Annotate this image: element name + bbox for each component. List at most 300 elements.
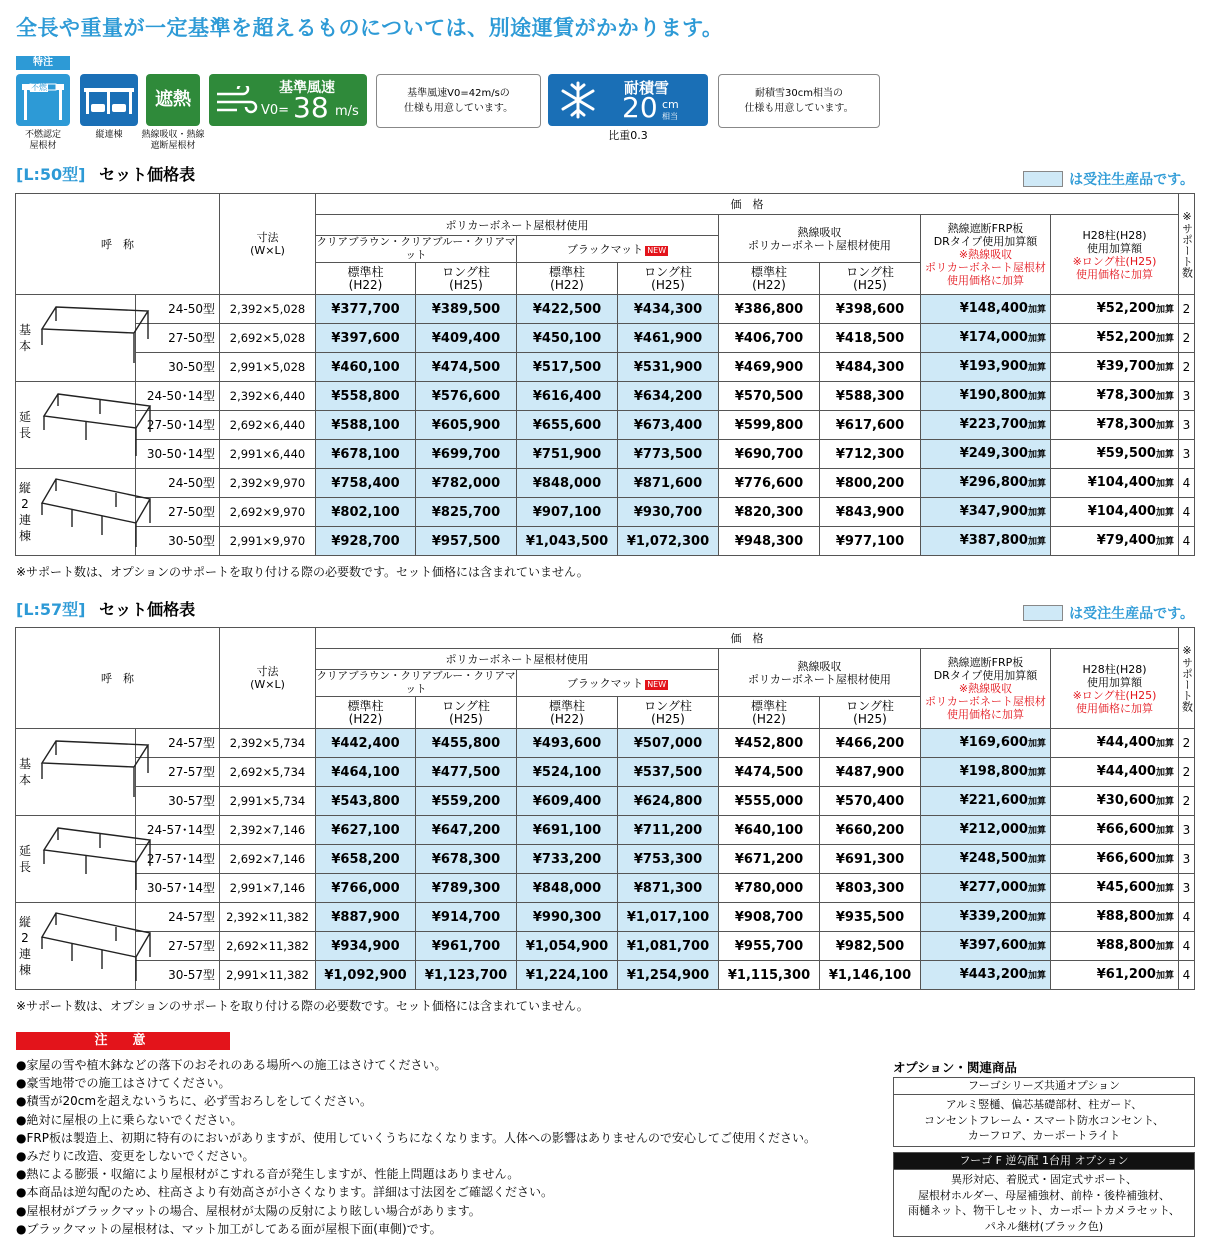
frp-add-cell bbox=[921, 411, 1051, 440]
dimensions: 2,392×5,028 bbox=[220, 295, 316, 324]
table-row bbox=[16, 411, 1195, 440]
price-cell: ¥377,700 bbox=[316, 295, 416, 324]
dimensions: 2,991×7,146 bbox=[220, 874, 316, 903]
support-count: 3 bbox=[1179, 845, 1195, 874]
add-label: 加算 bbox=[1155, 420, 1174, 431]
price-cell: ¥389,500 bbox=[416, 295, 517, 324]
frp-add-cell bbox=[921, 903, 1051, 932]
price-cell: ¥558,800 bbox=[316, 382, 416, 411]
price-cell: ¥452,800 bbox=[719, 729, 820, 758]
model-code: 24-50型 bbox=[136, 469, 220, 498]
price-cell: ¥820,300 bbox=[719, 498, 820, 527]
group-label: 基 本 bbox=[18, 323, 31, 353]
price-cell: ¥517,500 bbox=[517, 353, 618, 382]
options-f-title: フーゴ F 逆勾配 1台用 オプション bbox=[894, 1153, 1194, 1170]
price-cell: ¥640,100 bbox=[719, 816, 820, 845]
h28-add-value: ¥39,700 bbox=[1096, 358, 1156, 374]
group-cell bbox=[16, 469, 136, 556]
add-label: 加算 bbox=[1027, 738, 1046, 749]
group-label: 延 長 bbox=[18, 844, 31, 874]
table-row bbox=[16, 295, 1195, 324]
caution-item: ●本商品は逆勾配のため、柱高さより有効高さが小さくなります。詳細は寸法図をご確認ください。 bbox=[16, 1185, 554, 1200]
price-cell: ¥800,200 bbox=[820, 469, 921, 498]
frp-add-cell bbox=[921, 295, 1051, 324]
tokuchu-label: 特注 bbox=[33, 57, 53, 68]
header-std-pillar: 標準柱 (H22) bbox=[316, 263, 416, 295]
h28-add-cell bbox=[1051, 353, 1179, 382]
add-label: 加算 bbox=[1027, 825, 1046, 836]
price-cell: ¥624,800 bbox=[618, 787, 719, 816]
header-support bbox=[1179, 194, 1195, 295]
frp-add-cell bbox=[921, 874, 1051, 903]
dimensions: 2,991×9,970 bbox=[220, 527, 316, 556]
header-frp-title: 熱線遮断FRP板 DRタイプ使用加算額 bbox=[933, 222, 1038, 248]
frp-add-value: ¥221,600 bbox=[959, 792, 1028, 808]
h28-add-value: ¥44,400 bbox=[1096, 734, 1156, 750]
wind-title: 基準風速 bbox=[279, 80, 335, 96]
price-cell: ¥871,300 bbox=[618, 874, 719, 903]
h28-add-value: ¥45,600 bbox=[1096, 879, 1156, 895]
add-label: 加算 bbox=[1027, 391, 1046, 402]
price-cell: ¥477,500 bbox=[416, 758, 517, 787]
frp-add-value: ¥248,500 bbox=[959, 850, 1028, 866]
dimensions: 2,692×5,028 bbox=[220, 324, 316, 353]
group-label: 延 長 bbox=[18, 410, 31, 440]
caution-item: ●屋根材がブラックマットの場合、屋根材が太陽の反射により眩しい場合があります。 bbox=[16, 1203, 481, 1218]
header-long-pillar: ロング柱 (H25) bbox=[416, 697, 517, 729]
dimensions: 2,692×11,382 bbox=[220, 932, 316, 961]
shanetsu-badge bbox=[146, 74, 200, 126]
frp-add-value: ¥190,800 bbox=[959, 387, 1028, 403]
add-label: 加算 bbox=[1027, 536, 1046, 547]
add-label: 加算 bbox=[1155, 825, 1174, 836]
header-long-pillar: ロング柱 (H25) bbox=[416, 263, 517, 295]
table-row bbox=[16, 324, 1195, 353]
price-cell: ¥617,600 bbox=[820, 411, 921, 440]
frp-add-value: ¥174,000 bbox=[959, 329, 1028, 345]
price-cell: ¥469,900 bbox=[719, 353, 820, 382]
wind-unit: m/s bbox=[335, 104, 359, 119]
header-std-pillar: 標準柱 (H22) bbox=[316, 697, 416, 729]
caution-item: ●ブラックマットの屋根材は、マット加工がしてある面が屋根下面(車側)です。 bbox=[16, 1221, 442, 1236]
add-label: 加算 bbox=[1155, 738, 1174, 749]
price-cell: ¥493,600 bbox=[517, 729, 618, 758]
h28-add-cell bbox=[1051, 903, 1179, 932]
h28-add-value: ¥104,400 bbox=[1087, 474, 1156, 490]
frp-add-value: ¥198,800 bbox=[959, 763, 1028, 779]
header-support-label: ※サポート数 bbox=[1180, 210, 1194, 278]
h28-add-cell bbox=[1051, 295, 1179, 324]
price-cell: ¥1,017,100 bbox=[618, 903, 719, 932]
header-name: 呼 称 bbox=[16, 628, 220, 729]
price-cell: ¥907,100 bbox=[517, 498, 618, 527]
price-cell: ¥460,100 bbox=[316, 353, 416, 382]
frp-add-cell bbox=[921, 758, 1051, 787]
price-table-l50 bbox=[15, 193, 1195, 556]
model-code: 27-50型 bbox=[136, 324, 220, 353]
table-row bbox=[16, 816, 1195, 845]
model-code: 24-50型 bbox=[136, 295, 220, 324]
frp-add-cell bbox=[921, 440, 1051, 469]
price-cell: ¥948,300 bbox=[719, 527, 820, 556]
add-label: 加算 bbox=[1027, 796, 1046, 807]
model-code: 30-57･14型 bbox=[136, 874, 220, 903]
carport-1-diagram bbox=[36, 820, 154, 900]
price-cell: ¥1,081,700 bbox=[618, 932, 719, 961]
h28-add-value: ¥66,600 bbox=[1096, 821, 1156, 837]
price-cell: ¥802,100 bbox=[316, 498, 416, 527]
price-cell: ¥450,100 bbox=[517, 324, 618, 353]
model-code: 24-57型 bbox=[136, 903, 220, 932]
header-std-pillar: 標準柱 (H22) bbox=[517, 263, 618, 295]
order-legend-text: は受注生産品です。 bbox=[1069, 606, 1194, 622]
table-row bbox=[16, 787, 1195, 816]
header-frp bbox=[921, 215, 1051, 295]
h28-add-value: ¥66,600 bbox=[1096, 850, 1156, 866]
header-black-label: ブラックマット bbox=[566, 242, 644, 256]
price-cell: ¥1,224,100 bbox=[517, 961, 618, 990]
price-cell: ¥1,092,900 bbox=[316, 961, 416, 990]
frp-add-value: ¥339,200 bbox=[959, 908, 1028, 924]
header-heat: 熱線吸収 ポリカーボネート屋根材使用 bbox=[719, 215, 921, 263]
model-code: 27-57･14型 bbox=[136, 845, 220, 874]
header-frp-note: ※熱線吸収 ポリカーボネート屋根材 使用価格に加算 bbox=[925, 248, 1046, 287]
header-h28-title: H28柱(H28) 使用加算額 bbox=[1082, 228, 1147, 255]
support-count: 4 bbox=[1179, 903, 1195, 932]
add-label: 加算 bbox=[1027, 912, 1046, 923]
group-cell bbox=[16, 816, 136, 903]
caution-item: ●積雪が20cmを超えないうちに、必ず雪おろしをしてください。 bbox=[16, 1094, 373, 1109]
price-cell: ¥660,200 bbox=[820, 816, 921, 845]
dimensions: 2,392×9,970 bbox=[220, 469, 316, 498]
header-heat: 熱線吸収 ポリカーボネート屋根材使用 bbox=[719, 649, 921, 697]
model-code: 27-50型 bbox=[136, 498, 220, 527]
frp-add-value: ¥296,800 bbox=[959, 474, 1028, 490]
dimensions: 2,392×11,382 bbox=[220, 903, 316, 932]
table-row bbox=[16, 932, 1195, 961]
price-cell: ¥758,400 bbox=[316, 469, 416, 498]
wind-badge bbox=[209, 74, 367, 126]
add-label: 加算 bbox=[1027, 420, 1046, 431]
support-count: 4 bbox=[1179, 961, 1195, 990]
group-cell bbox=[16, 729, 136, 816]
price-cell: ¥753,300 bbox=[618, 845, 719, 874]
model-code: 24-57型 bbox=[136, 729, 220, 758]
header-dims: 寸法 (W×L) bbox=[220, 194, 316, 295]
frp-add-cell bbox=[921, 324, 1051, 353]
header-h28 bbox=[1051, 215, 1179, 295]
frp-add-value: ¥212,000 bbox=[959, 821, 1028, 837]
frp-add-cell bbox=[921, 787, 1051, 816]
funen-caption: 不燃認定 屋根材 bbox=[24, 130, 61, 151]
price-cell: ¥484,300 bbox=[820, 353, 921, 382]
h28-add-value: ¥78,300 bbox=[1096, 416, 1156, 432]
add-label: 加算 bbox=[1155, 362, 1174, 373]
h28-add-cell bbox=[1051, 527, 1179, 556]
frp-add-cell bbox=[921, 816, 1051, 845]
frp-add-cell bbox=[921, 932, 1051, 961]
support-count: 3 bbox=[1179, 411, 1195, 440]
header-frp-title: 熱線遮断FRP板 DRタイプ使用加算額 bbox=[933, 656, 1038, 682]
price-cell: ¥848,000 bbox=[517, 469, 618, 498]
support-count: 4 bbox=[1179, 498, 1195, 527]
model-code: 24-57･14型 bbox=[136, 816, 220, 845]
price-cell: ¥671,200 bbox=[719, 845, 820, 874]
caution-item: ●みだりに改造、変更をしないでください。 bbox=[16, 1149, 255, 1164]
frp-add-cell bbox=[921, 527, 1051, 556]
options-title: オプション・関連商品 bbox=[893, 1060, 1017, 1075]
model-code: 30-57型 bbox=[136, 787, 220, 816]
wind-note: 基準風速V0=42m/sの 仕様も用意しています。 bbox=[376, 74, 541, 128]
frp-add-cell bbox=[921, 382, 1051, 411]
section-bracket: [L:50型] bbox=[16, 165, 86, 184]
frp-add-value: ¥223,700 bbox=[959, 416, 1028, 432]
order-swatch bbox=[1023, 605, 1063, 621]
caution-item: ●熱による膨張・収縮により屋根材がこすれる音が発生しますが、性能上問題はありません。 bbox=[16, 1167, 520, 1182]
section-title-l57 bbox=[16, 597, 195, 620]
price-cell: ¥1,146,100 bbox=[820, 961, 921, 990]
snow-badge bbox=[548, 74, 708, 126]
snow-note: 耐積雪30cm相当の 仕様も用意しています。 bbox=[718, 74, 880, 128]
model-code: 30-50型 bbox=[136, 527, 220, 556]
price-cell: ¥570,500 bbox=[719, 382, 820, 411]
carport-2-diagram bbox=[36, 473, 154, 553]
h28-add-cell bbox=[1051, 729, 1179, 758]
options-f-box bbox=[893, 1152, 1195, 1237]
price-cell: ¥406,700 bbox=[719, 324, 820, 353]
order-swatch bbox=[1023, 171, 1063, 187]
support-count: 4 bbox=[1179, 469, 1195, 498]
price-cell: ¥990,300 bbox=[517, 903, 618, 932]
table-row bbox=[16, 469, 1195, 498]
add-label: 加算 bbox=[1155, 507, 1174, 518]
tateren-caption: 縦連棟 bbox=[95, 130, 123, 140]
frp-add-value: ¥169,600 bbox=[959, 734, 1028, 750]
price-cell: ¥474,500 bbox=[719, 758, 820, 787]
dimensions: 2,692×6,440 bbox=[220, 411, 316, 440]
frp-add-cell bbox=[921, 961, 1051, 990]
header-long-pillar: ロング柱 (H25) bbox=[820, 697, 921, 729]
table-row bbox=[16, 729, 1195, 758]
options-common-box bbox=[893, 1077, 1195, 1147]
h28-add-value: ¥78,300 bbox=[1096, 387, 1156, 403]
table-row bbox=[16, 353, 1195, 382]
header-long-pillar: ロング柱 (H25) bbox=[618, 263, 719, 295]
snowflake-icon bbox=[558, 80, 598, 120]
group-label: 縦 2 連 棟 bbox=[18, 481, 31, 543]
new-badge: NEW bbox=[647, 679, 667, 689]
price-cell: ¥555,000 bbox=[719, 787, 820, 816]
h28-add-value: ¥79,400 bbox=[1096, 532, 1156, 548]
h28-add-value: ¥88,800 bbox=[1096, 908, 1156, 924]
price-cell: ¥524,100 bbox=[517, 758, 618, 787]
add-label: 加算 bbox=[1155, 478, 1174, 489]
h28-add-cell bbox=[1051, 961, 1179, 990]
group-label: 基 本 bbox=[18, 757, 31, 787]
header-poly: ポリカーボネート屋根材使用 bbox=[316, 215, 719, 236]
header-support-label: ※サポート数 bbox=[1180, 644, 1194, 712]
price-cell: ¥464,100 bbox=[316, 758, 416, 787]
price-cell: ¥711,200 bbox=[618, 816, 719, 845]
snow-caption: 比重0.3 bbox=[608, 129, 648, 142]
header-long-pillar: ロング柱 (H25) bbox=[820, 263, 921, 295]
price-cell: ¥507,000 bbox=[618, 729, 719, 758]
price-cell: ¥461,900 bbox=[618, 324, 719, 353]
shanetsu-caption: 熱線吸収・熱線 遮断屋根材 bbox=[141, 130, 205, 151]
h28-add-cell bbox=[1051, 932, 1179, 961]
h28-add-cell bbox=[1051, 845, 1179, 874]
frp-add-value: ¥443,200 bbox=[959, 966, 1028, 982]
price-cell: ¥825,700 bbox=[416, 498, 517, 527]
frp-add-value: ¥249,300 bbox=[959, 445, 1028, 461]
dimensions: 2,392×7,146 bbox=[220, 816, 316, 845]
support-count: 3 bbox=[1179, 440, 1195, 469]
tokuchu-badge bbox=[16, 56, 70, 70]
support-count: 2 bbox=[1179, 729, 1195, 758]
price-cell: ¥914,700 bbox=[416, 903, 517, 932]
table-row bbox=[16, 527, 1195, 556]
dimensions: 2,392×5,734 bbox=[220, 729, 316, 758]
price-table-l57 bbox=[15, 627, 1195, 990]
h28-add-value: ¥44,400 bbox=[1096, 763, 1156, 779]
section-title-l50 bbox=[16, 162, 195, 185]
dimensions: 2,991×6,440 bbox=[220, 440, 316, 469]
add-label: 加算 bbox=[1155, 854, 1174, 865]
price-cell: ¥588,100 bbox=[316, 411, 416, 440]
header-std-pillar: 標準柱 (H22) bbox=[719, 697, 820, 729]
price-cell: ¥576,600 bbox=[416, 382, 517, 411]
price-cell: ¥422,500 bbox=[517, 295, 618, 324]
caution-item: ●家屋の雪や植木鉢などの落下のおそれのある場所への施工はさけてください。 bbox=[16, 1058, 447, 1072]
price-cell: ¥673,400 bbox=[618, 411, 719, 440]
frp-add-cell bbox=[921, 845, 1051, 874]
order-legend bbox=[1023, 603, 1194, 623]
add-label: 加算 bbox=[1155, 883, 1174, 894]
order-legend bbox=[1023, 169, 1194, 189]
dimensions: 2,991×5,734 bbox=[220, 787, 316, 816]
price-cell: ¥605,900 bbox=[416, 411, 517, 440]
price-cell: ¥955,700 bbox=[719, 932, 820, 961]
support-count: 2 bbox=[1179, 295, 1195, 324]
section-title-text: セット価格表 bbox=[99, 600, 196, 619]
add-label: 加算 bbox=[1027, 941, 1046, 952]
price-cell: ¥782,000 bbox=[416, 469, 517, 498]
header-h28-title: H28柱(H28) 使用加算額 bbox=[1082, 662, 1147, 689]
header-poly: ポリカーボネート屋根材使用 bbox=[316, 649, 719, 670]
dimensions: 2,692×5,734 bbox=[220, 758, 316, 787]
header-std-pillar: 標準柱 (H22) bbox=[719, 263, 820, 295]
price-cell: ¥1,043,500 bbox=[517, 527, 618, 556]
price-cell: ¥928,700 bbox=[316, 527, 416, 556]
table-row bbox=[16, 498, 1195, 527]
price-cell: ¥957,500 bbox=[416, 527, 517, 556]
group-cell bbox=[16, 382, 136, 469]
price-cell: ¥1,115,300 bbox=[719, 961, 820, 990]
wind-icon bbox=[215, 86, 259, 116]
h28-add-value: ¥88,800 bbox=[1096, 937, 1156, 953]
header-long-pillar: ロング柱 (H25) bbox=[618, 697, 719, 729]
headline: 全長や重量が一定基準を超えるものについては、別途運賃がかかります。 bbox=[16, 16, 724, 40]
frp-add-cell bbox=[921, 353, 1051, 382]
model-code: 30-57型 bbox=[136, 961, 220, 990]
wind-value: 38 bbox=[293, 91, 329, 124]
add-label: 加算 bbox=[1027, 883, 1046, 894]
header-price: 価 格 bbox=[316, 628, 1179, 649]
table-row bbox=[16, 903, 1195, 932]
h28-add-cell bbox=[1051, 324, 1179, 353]
add-label: 加算 bbox=[1027, 507, 1046, 518]
snow-sub: 相当 bbox=[662, 112, 678, 121]
price-cell: ¥935,500 bbox=[820, 903, 921, 932]
caution-item: ●FRP板は製造上、初期に特有のにおいがありますが、使用していくうちになくなります。人体への影響はありませんので安心してご使用ください。 bbox=[16, 1130, 816, 1145]
add-label: 加算 bbox=[1155, 391, 1174, 402]
header-h28-note: ※ロング柱(H25) 使用価格に加算 bbox=[1072, 254, 1157, 281]
add-label: 加算 bbox=[1027, 970, 1046, 981]
header-name: 呼 称 bbox=[16, 194, 220, 295]
add-label: 加算 bbox=[1155, 333, 1174, 344]
add-label: 加算 bbox=[1027, 854, 1046, 865]
price-cell: ¥442,400 bbox=[316, 729, 416, 758]
options-common-title: フーゴシリーズ共通オプション bbox=[894, 1078, 1194, 1095]
model-code: 30-50型 bbox=[136, 353, 220, 382]
table-row bbox=[16, 382, 1195, 411]
add-label: 加算 bbox=[1155, 449, 1174, 460]
price-cell: ¥733,200 bbox=[517, 845, 618, 874]
price-cell: ¥712,300 bbox=[820, 440, 921, 469]
snow-value: 20 bbox=[622, 91, 658, 124]
price-cell: ¥678,100 bbox=[316, 440, 416, 469]
price-cell: ¥887,900 bbox=[316, 903, 416, 932]
table-row bbox=[16, 874, 1195, 903]
price-cell: ¥647,200 bbox=[416, 816, 517, 845]
support-count: 3 bbox=[1179, 816, 1195, 845]
price-cell: ¥843,900 bbox=[820, 498, 921, 527]
group-cell bbox=[16, 903, 136, 990]
price-cell: ¥961,700 bbox=[416, 932, 517, 961]
section-bracket: [L:57型] bbox=[16, 600, 86, 619]
price-cell: ¥531,900 bbox=[618, 353, 719, 382]
add-label: 加算 bbox=[1155, 304, 1174, 315]
add-label: 加算 bbox=[1027, 362, 1046, 373]
h28-add-cell bbox=[1051, 758, 1179, 787]
group-cell bbox=[16, 295, 136, 382]
h28-add-value: ¥61,200 bbox=[1096, 966, 1156, 982]
snow-unit: cm bbox=[662, 98, 679, 111]
add-label: 加算 bbox=[1027, 767, 1046, 778]
h28-add-value: ¥104,400 bbox=[1087, 503, 1156, 519]
price-cell: ¥908,700 bbox=[719, 903, 820, 932]
price-cell: ¥616,400 bbox=[517, 382, 618, 411]
carport-2-diagram bbox=[36, 907, 154, 987]
table-row bbox=[16, 845, 1195, 874]
caution-item: ●豪雪地帯での施工はさけてください。 bbox=[16, 1076, 231, 1091]
support-count: 3 bbox=[1179, 874, 1195, 903]
h28-add-cell bbox=[1051, 874, 1179, 903]
price-cell: ¥773,500 bbox=[618, 440, 719, 469]
model-code: 27-57型 bbox=[136, 932, 220, 961]
price-cell: ¥588,300 bbox=[820, 382, 921, 411]
price-cell: ¥1,123,700 bbox=[416, 961, 517, 990]
table-row bbox=[16, 440, 1195, 469]
add-label: 加算 bbox=[1027, 304, 1046, 315]
carport-1-diagram bbox=[36, 386, 154, 466]
model-code: 27-57型 bbox=[136, 758, 220, 787]
frp-add-value: ¥387,800 bbox=[959, 532, 1028, 548]
h28-add-value: ¥30,600 bbox=[1096, 792, 1156, 808]
frp-add-cell bbox=[921, 469, 1051, 498]
frp-add-value: ¥277,000 bbox=[959, 879, 1028, 895]
dimensions: 2,692×9,970 bbox=[220, 498, 316, 527]
